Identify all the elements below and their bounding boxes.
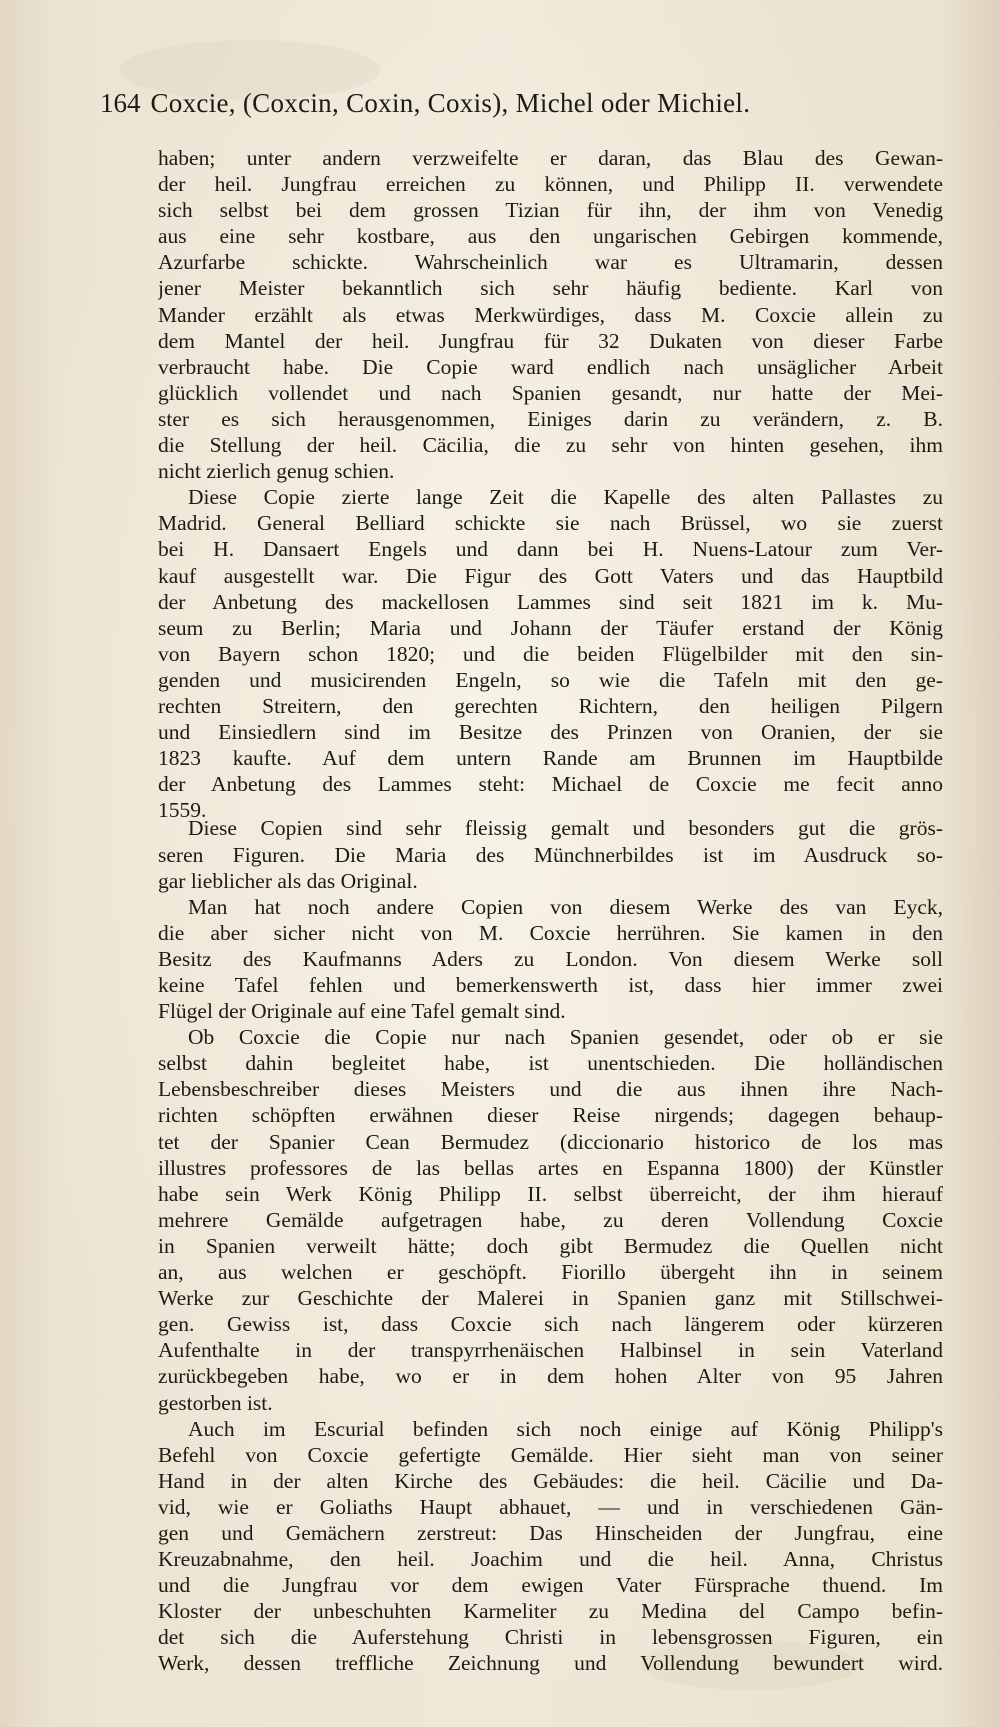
text-line: genden und musicirenden Engeln, so wie die Tafeln mit den ge- (158, 667, 943, 692)
text-line: det sich die Auferstehung Christi in lebensgrossen Figuren, ein (158, 1625, 943, 1650)
text-line: Ob Coxcie die Copie nur nach Spanien gesendet, oder ob er sie (188, 1025, 943, 1050)
text-line: die Stellung der heil. Cäcilia, die zu sehr von hinten gesehen, ihm (158, 433, 943, 458)
text-line: jener Meister bekanntlich sich sehr häufig bediente. Karl von (158, 276, 943, 301)
text-line: Diese Copie zierte lange Zeit die Kapelle des alten Pallastes zu (188, 485, 943, 510)
text-line: zurückbegeben habe, wo er in dem hohen Alter von 95 Jahren (158, 1364, 943, 1389)
text-line: glücklich vollendet und nach Spanien gesandt, nur hatte der Mei- (158, 380, 943, 405)
text-line: rechten Streitern, den gerechten Richtern, den heiligen Pilgern (158, 693, 943, 718)
text-line: seum zu Berlin; Maria und Johann der Täufer erstand der König (158, 615, 943, 640)
text-line: Diese Copien sind sehr fleissig gemalt und besonders gut die grös- (188, 816, 943, 841)
text-line: von Bayern schon 1820; und die beiden Flügelbilder mit den sin- (158, 641, 943, 666)
text-line: seren Figuren. Die Maria des Münchnerbildes ist im Ausdruck so- (158, 842, 943, 867)
text-line: habe sein Werk König Philipp II. selbst überreicht, der ihm hierauf (158, 1181, 943, 1206)
text-line: Flügel der Originale auf eine Tafel gemalt sind. (158, 999, 566, 1024)
text-line: gestorben ist. (158, 1390, 273, 1415)
text-line: gen. Gewiss ist, dass Coxcie sich nach längerem oder kürzeren (158, 1312, 943, 1337)
text-line: Kloster der unbeschuhten Karmeliter zu Medina del Campo befin- (158, 1599, 943, 1624)
running-title: Coxcie, (Coxcin, Coxin, Coxis), Michel oder Michiel. (150, 88, 751, 118)
text-line: aus eine sehr kostbare, aus den ungarischen Gebirgen kommende, (158, 224, 943, 249)
text-line: vid, wie er Goliaths Haupt abhauet, — und in verschiedenen Gän- (158, 1494, 943, 1519)
text-line: Lebensbeschreiber dieses Meisters und die aus ihnen ihre Nach- (158, 1077, 943, 1102)
body-text (158, 145, 943, 1677)
text-line: Werke zur Geschichte der Malerei in Spanien ganz mit Stillschwei- (158, 1286, 943, 1311)
text-line: der Anbetung des mackellosen Lammes sind seit 1821 im k. Mu- (158, 589, 943, 614)
text-line: die aber sicher nicht von M. Coxcie herrühren. Sie kamen in den (158, 920, 943, 945)
text-line: in Spanien verweilt hätte; doch gibt Bermudez die Quellen nicht (158, 1233, 943, 1258)
text-line: und Einsiedlern sind im Besitze des Prinzen von Oranien, der sie (158, 720, 943, 745)
text-line: an, aus welchen er geschöpft. Fiorillo übergeht ihn in seinem (158, 1260, 943, 1285)
text-line: richten schöpften erwähnen dieser Reise nirgends; dagegen behaup- (158, 1103, 943, 1128)
text-line: gar lieblicher als das Original. (158, 868, 418, 893)
text-line: der heil. Jungfrau erreichen zu können, und Philipp II. verwendete (158, 172, 943, 197)
text-line: Man hat noch andere Copien von diesem Werke des van Eyck, (188, 894, 943, 919)
text-line: sich selbst bei dem grossen Tizian für ihn, der ihm von Venedig (158, 198, 943, 223)
text-line: mehrere Gemälde aufgetragen habe, zu deren Vollendung Coxcie (158, 1207, 943, 1232)
text-line: Aufenthalte in der transpyrrhenäischen Halbinsel in sein Vaterland (158, 1338, 943, 1363)
text-line: Azurfarbe schickte. Wahrscheinlich war es Ultramarin, dessen (158, 250, 943, 275)
text-line: und die Jungfrau vor dem ewigen Vater Fürsprache thuend. Im (158, 1573, 943, 1598)
text-line: 1559. (158, 798, 207, 823)
text-line: nicht zierlich genug schien. (158, 459, 395, 484)
text-line: Befehl von Coxcie gefertigte Gemälde. Hier sieht man von seiner (158, 1442, 943, 1467)
text-line: selbst dahin begleitet habe, ist unentschieden. Die holländischen (158, 1051, 943, 1076)
text-line: verbraucht habe. Die Copie ward endlich nach unsäglicher Arbeit (158, 354, 943, 379)
text-line: dem Mantel der heil. Jungfrau für 32 Dukaten von dieser Farbe (158, 328, 943, 353)
text-line: ster es sich herausgenommen, Einiges darin zu verändern, z. B. (158, 406, 943, 431)
text-line: Besitz des Kaufmanns Aders zu London. Von diesem Werke soll (158, 946, 943, 971)
text-line: illustres professores de las bellas artes en Espanna 1800) der Künstler (158, 1155, 943, 1180)
text-line: bei H. Dansaert Engels und dann bei H. Nuens-Latour zum Ver- (158, 537, 943, 562)
text-line: Hand in der alten Kirche des Gebäudes: die heil. Cäcilie und Da- (158, 1468, 943, 1493)
text-line: 1823 kaufte. Auf dem untern Rande am Brunnen im Hauptbilde (158, 746, 943, 771)
text-line: Werk, dessen treffliche Zeichnung und Vollendung bewundert wird. (158, 1651, 943, 1676)
text-line: Madrid. General Belliard schickte sie nach Brüssel, wo sie zuerst (158, 511, 943, 536)
text-line: gen und Gemächern zerstreut: Das Hinscheiden der Jungfrau, eine (158, 1520, 943, 1545)
text-line: tet der Spanier Cean Bermudez (diccionario historico de los mas (158, 1129, 943, 1154)
text-line: Kreuzabnahme, den heil. Joachim und die heil. Anna, Christus (158, 1547, 943, 1572)
page-number: 164 (100, 88, 141, 118)
text-line: keine Tafel fehlen und bemerkenswerth ist, dass hier immer zwei (158, 973, 943, 997)
page-header (100, 88, 930, 132)
text-line: haben; unter andern verzweifelte er daran, das Blau des Gewan- (158, 146, 943, 170)
text-line: kauf ausgestellt war. Die Figur des Gott Vaters und das Hauptbild (158, 563, 943, 588)
text-line: Mander erzählt als etwas Merkwürdiges, dass M. Coxcie allein zu (158, 302, 943, 327)
text-line: Auch im Escurial befinden sich noch einige auf König Philipp's (188, 1416, 943, 1441)
text-line: der Anbetung des Lammes steht: Michael de Coxcie me fecit anno (158, 772, 943, 797)
